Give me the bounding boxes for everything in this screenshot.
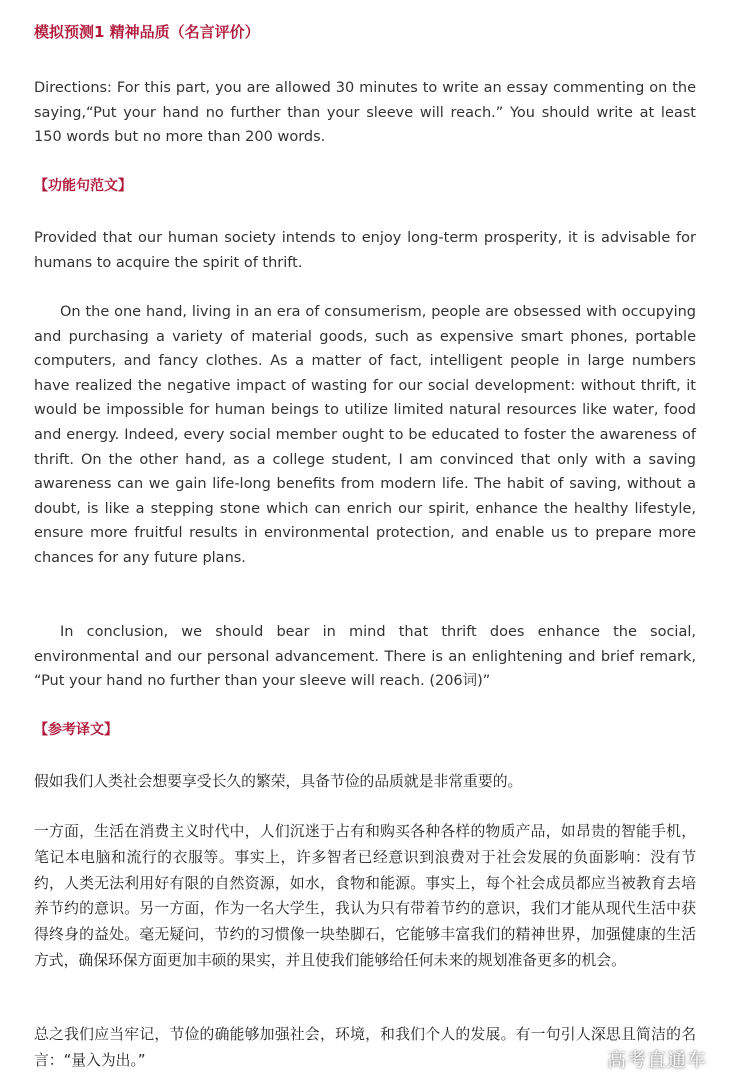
watermark-text: 高考直通车 [606,1049,707,1071]
essay-paragraph-2: On the one hand, living in an era of consumerism, people are obsessed with occupying and purchasing a variety of material goods, such as expensive smart phones, portable computers, and fancy clothes. As a matter of fact, intelligent people in large numbers have realized the negative impact of wasting for our social development: without thrift, it would be impossible for human beings to utilize limited natural resources like water, food and energy. Indeed, every social member ought to be educated to foster the awareness of thrift. On the other hand, as a college student, I am convinced that only with a saving awareness can we gain life-long benefits from modern life. The habit of saving, without a doubt, is like a stepping stone which can enrich our spirit, enhance the healthy lifestyle, ensure more fruitful results in environmental protection, and enable us to prepare more chances for any future plans. [34,304,696,566]
essay-paragraph-3: In conclusion, we should bear in mind that thrift does enhance the social, environmental and our personal advancement. There is an enlightening and brief remark, “Put your hand no further than your sleeve will reach. (206词)” [34,624,696,690]
translation-paragraph-3: 总之我们应当牢记，节俭的确能够加强社会，环境，和我们个人的发展。有一句引人深思且简洁的名言：“量入为出。” [34,1026,696,1069]
essay-paragraph-1: Provided that our human society intends to enjoy long-term prosperity, it is advisable for humans to acquire the spirit of thrift. [34,230,696,271]
translation-label: 【参考译文】 [34,722,118,738]
page-title: 模拟预测1 精神品质（名言评价） [34,23,260,41]
directions-paragraph: Directions: For this part, you are allowed 30 minutes to write an essay commenting on the saying,“Put your hand no further than your sleeve will reach.” You should write at least 150 words but no more than 200 words. [34,80,696,146]
translation-paragraph-1: 假如我们人类社会想要享受长久的繁荣，具备节俭的品质就是非常重要的。 [34,773,523,790]
sample-essay-label: 【功能句范文】 [34,178,132,194]
translation-paragraph-2: 一方面，生活在消费主义时代中，人们沉迷于占有和购买各种各样的物质产品，如昂贵的智能手机，笔记本电脑和流行的衣服等。事实上，许多智者已经意识到浪费对于社会发展的负面影响：没有节约，人类无法利用好有限的自然资源，如水，食物和能源。事实上，每个社会成员都应当被教育去培养节约的意识。另一方面，作为一名大学生，我认为只有带着节约的意识，我们才能从现代生活中获得终身的益处。毫无疑问，节约的习惯像一块垫脚石，它能够丰富我们的精神世界，加强健康的生活方式，确保环保方面更加丰硕的果实，并且使我们能够给任何未来的规划准备更多的机会。 [34,823,696,969]
